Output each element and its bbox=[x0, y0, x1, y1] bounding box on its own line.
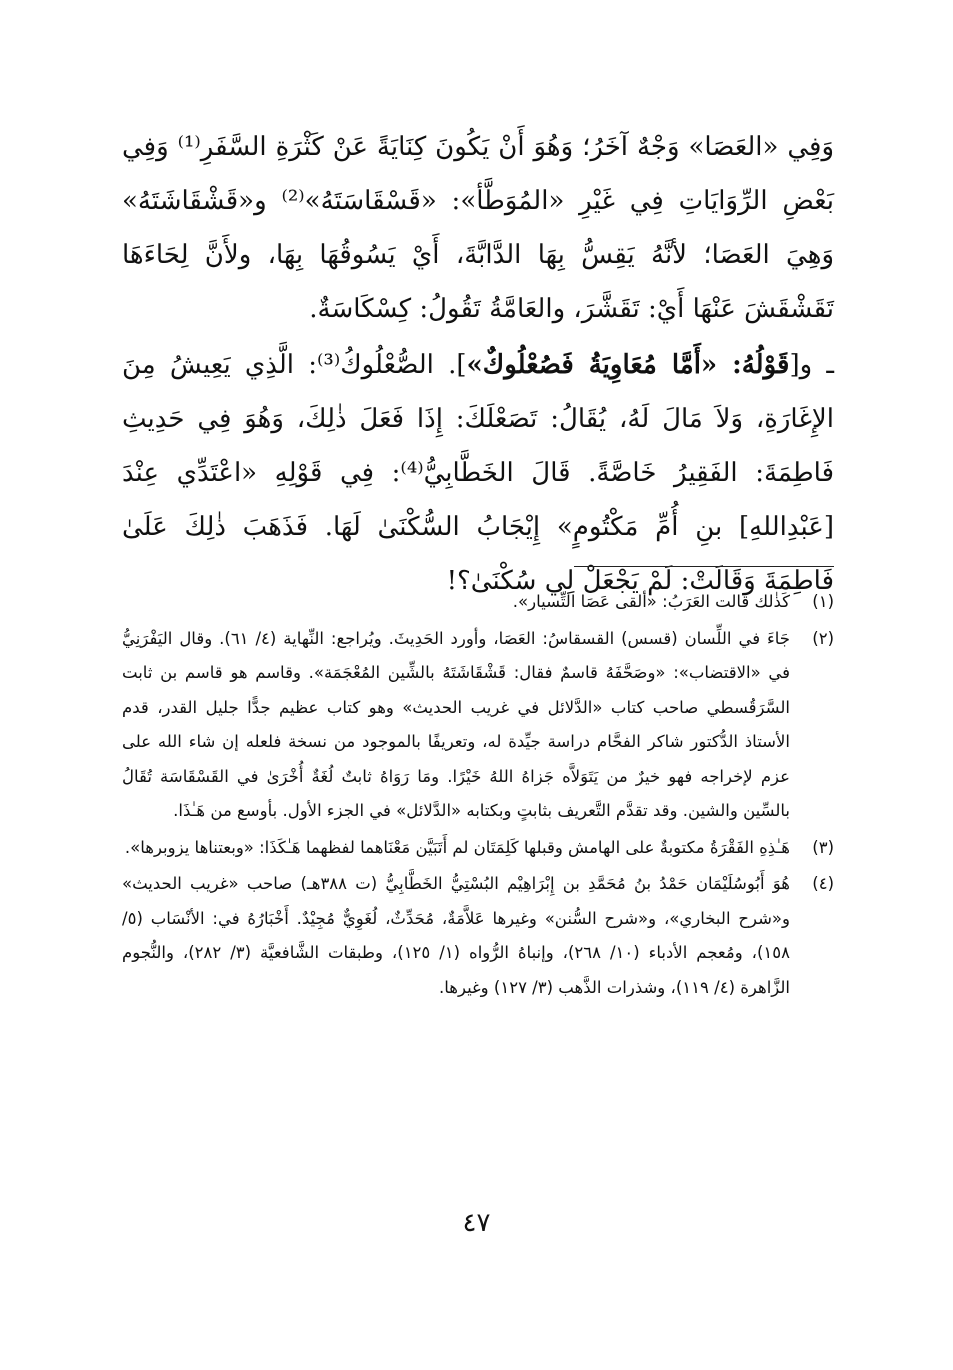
footnote-divider bbox=[574, 566, 834, 567]
footnote-text: هَـٰذِهِ الفَقْرَةُ مكتوبةٌ على الهامش وقبلها كَلِمَتَان لم أَتَبَيَّن مَعْنَاهما لفظهما هَـٰكَذَا: «وبعتناها يزوبرها». bbox=[124, 837, 790, 857]
footnote-text: كَذٰلك قالت العَرَبُ: «ألقى عَصَا التِّسيار». bbox=[512, 592, 790, 611]
paragraph-1: وَفِي «العَصَا» وَجْهٌ آخَرُ؛ وَهُوَ أَنْ يَكُونَ كِنَايَةً عَنْ كَثْرَةِ السَّفَرِ⁽¹⁾ وَفِي بَعْضِ الرِّوَايَاتِ فِي غَيْرِ «المُوَطَّأ»: «قَسْقَاسَتَهُ»⁽²⁾ و«قَشْقَاشَتَهُ» وَهِيَ العَصَا؛ لأنَّهُ يَقِسُّ بِهَا الدَّابَّةَ، أَيْ يَسُوقُهَا بِهَا، ولأَنَّ لِحَاءَهَا تَقَشْقَشَ عَنْهَا أَيْ: تَقَشَّرَ، والعَامَّةُ تَقُولُ: كِسْكَاسَةٌ. bbox=[122, 132, 835, 324]
footnote-number: (٤) bbox=[812, 874, 834, 893]
paragraph-2 bbox=[122, 338, 834, 608]
footnote-text: جَاءَ في اللِّسان (قسس) القسقاسُ: العَصَا، وأورد الحَدِيثَ. ويُراجع: النِّهاية (٤/ ٦١). وقال اليَفْرَنِيُّ في «الاقتضاب»: «وصَحَّفَهُ قاسمٌ فقال: قَشْقَاشَتَهُ بالشِّين المُعْجَمَة». وقاسم هو قاسم بن ثابت السَّرَقُسطي صاحب كتاب «الدَّلائل في غريب الحديث» وهو كتاب عظيم جدًّا جليل القدر، قدم الأستاذ الدُّكتور شاكر الفحَّام دراسة جيِّدة له، وتعريفًا بالموجود من نسخة فلعله إن شاء الله على عزم لإخراجه فهو خيرٌ من يَتَوَلاَّه جَزاهُ اللهُ خَيْرًا. ومَا رَوَاهُ ثابتٌ لُغَةٌ أُخْرَىٰ في القَسْقَاسَة تُقَالُ بالسِّين والشين. وقد تقدَّم التَّعريف بثابتٍ وبكتابه «الدَّلائل» في الجزء الأول. بأوسع من هَـٰذَا. bbox=[122, 628, 790, 820]
footnote-number: (٢) bbox=[812, 628, 834, 648]
paragraph-2-body: ]. الصُّعْلُوكُ⁽³⁾: الَّذِي يَعِيشُ مِنَ الإِغَارَةِ، وَلاَ مَالَ لَهُ، يُقَالُ: تَصَعْلَكَ: إِذَا فَعَلَ ذٰلِكَ، وَهُوَ فِي حَدِيثِ فَاطِمَةَ: الفَقِيرُ خَاصَّةً. قَالَ الخَطَّابِيُّ⁽⁴⁾: فِي قَوْلِهِ «اعْتَدِّي عِنْدَ [عَبْدِاللهِ] بنِ أُمِّ مَكْتُومٍ» إِيْجَابُ السُّكْنَىٰ لَهَا. فَذَهَبَ ذٰلِكَ عَلَىٰ فَاطِمَةَ وَقَالَتْ: لَمْ يَجْعَلْ لِي سُكْنَىٰ؟! bbox=[122, 350, 834, 596]
footnote-1 bbox=[122, 585, 834, 620]
footnote-text: هُوَ أَبُوسُلَيْمَان حَمْدُ بنُ مُحَمَّدِ بن إِبْرَاهِيْم البُسْتِيُّ الخَطَّابِيُّ (ت ٣٨٨هـ) صاحب «غريب الحديث» و«شرح البخاري»، و«شرح السُّنن» وغيرها عَلاَّمَةٌ، مُحَدِّثٌ، لُغَوِيٌّ مُجِيْدٌ. أَخْبَارُهُ في: الأنْسَاب (٥/ ١٥٨)، ومُعجم الأدباء (١٠/ ٢٦٨)، وإنباهُ الرُّواه (١/ ١٢٥)، وطبقات الشَّافعيَّة (٣/ ٢٨٢)، والنُّجوم الزَّاهرة (٤/ ١١٩)، وشذرات الذَّهب (٣/ ١٢٧) وغيرها. bbox=[122, 874, 790, 997]
page-number: ٤٧ bbox=[462, 1208, 491, 1238]
paragraph-2-heading: قَوْلُهُ: «أَمَّا مُعَاوِيَةُ فَصُعْلُوكٌ» bbox=[466, 350, 790, 380]
footnote-number: (١) bbox=[812, 592, 834, 611]
paragraph-2-prefix: ـ و[ bbox=[789, 350, 834, 380]
footnote-3 bbox=[122, 831, 834, 866]
footnote-4 bbox=[122, 867, 834, 1005]
footnote-2 bbox=[122, 622, 834, 829]
main-text-body bbox=[122, 120, 834, 608]
footnote-number: (٣) bbox=[812, 837, 834, 857]
footnotes-section bbox=[122, 585, 834, 1007]
